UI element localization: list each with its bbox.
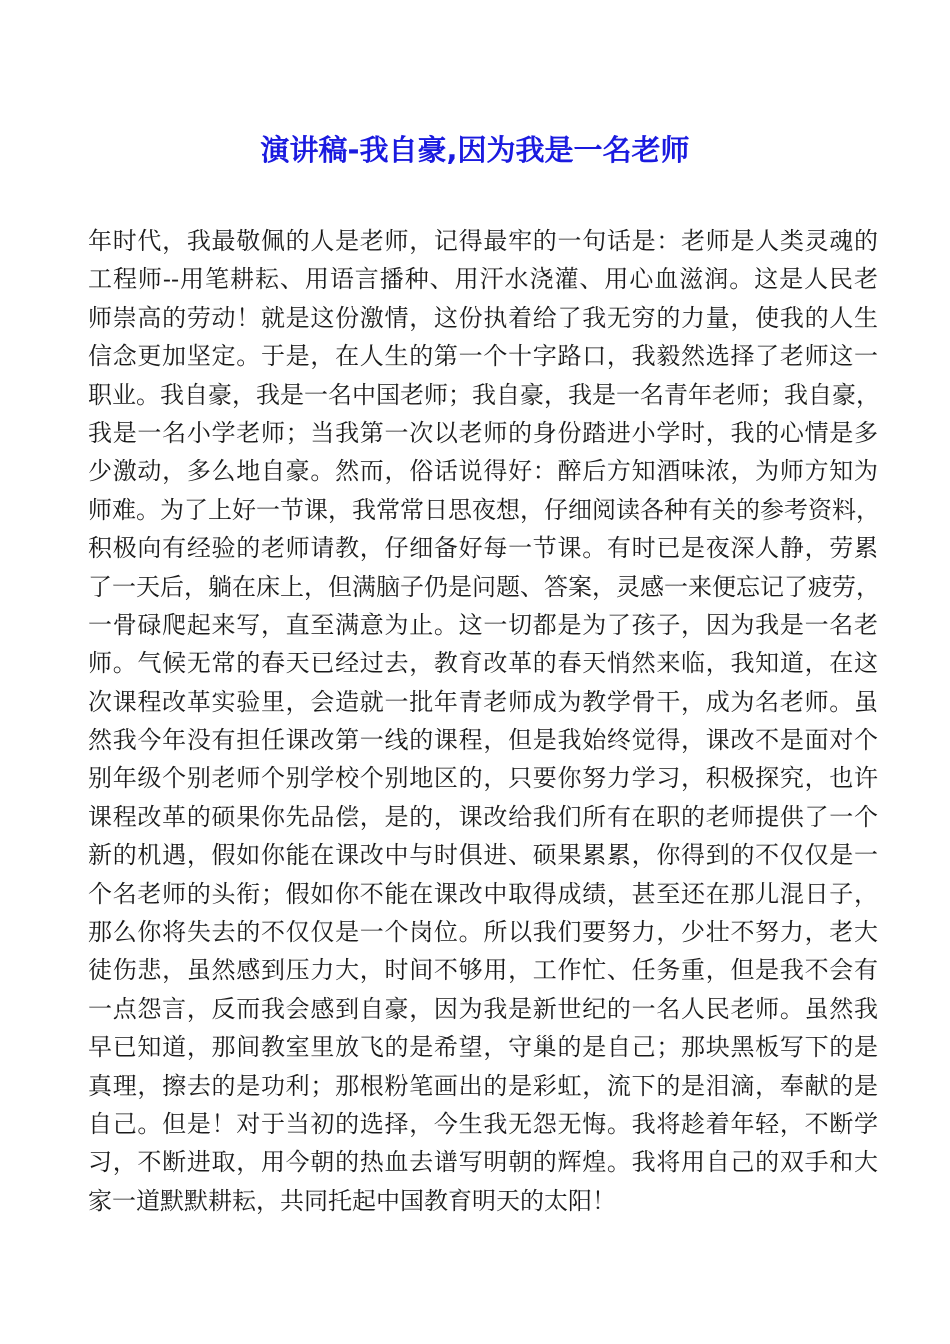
paragraph-line: 次课程改革实验里，会造就一批年青老师成为教学骨干，成为名老师。虽 bbox=[88, 687, 878, 716]
paragraph-line: 新的机遇，假如你能在课改中与时俱进、硕果累累，你得到的不仅仅是一 bbox=[88, 841, 878, 870]
paragraph-line: 真理，擦去的是功利；那根粉笔画出的是彩虹，流下的是泪滴，奉献的是 bbox=[88, 1071, 878, 1100]
paragraph-line: 早已知道，那间教室里放飞的是希望，守巢的是自己；那块黑板写下的是 bbox=[88, 1033, 878, 1062]
paragraph-line: 职业。我自豪，我是一名中国老师；我自豪，我是一名青年老师；我自豪， bbox=[88, 380, 880, 409]
paragraph-line: 年时代，我最敬佩的人是老师，记得最牢的一句话是：老师是人类灵魂的 bbox=[88, 227, 878, 255]
paragraph-line: 我是一名小学老师；当我第一次以老师的身份踏进小学时，我的心情是多 bbox=[88, 418, 878, 447]
paragraph-line: 信念更加坚定。于是，在人生的第一个十字路口，我毅然选择了老师这一 bbox=[88, 342, 878, 371]
paragraph-line: 别年级个别老师个别学校个别地区的，只要你努力学习，积极探究，也许 bbox=[88, 764, 878, 793]
paragraph-line: 一点怨言，反而我会感到自豪，因为我是新世纪的一名人民老师。虽然我 bbox=[88, 994, 878, 1023]
paragraph-line: 课程改革的硕果你先品偿，是的，课改给我们所有在职的老师提供了一个 bbox=[88, 802, 878, 831]
paragraph-line: 自己。但是！对于当初的选择，今生我无怨无悔。我将趁着年轻，不断学 bbox=[88, 1109, 878, 1138]
paragraph-line: 习，不断进取，用今朝的热血去谱写明朝的辉煌。我将用自己的双手和大 bbox=[88, 1148, 878, 1177]
paragraph-line: 一骨碌爬起来写，直至满意为止。这一切都是为了孩子，因为我是一名老 bbox=[88, 610, 878, 639]
paragraph-line: 少激动，多么地自豪。然而，俗话说得好：醉后方知酒味浓，为师方知为 bbox=[88, 457, 878, 486]
paragraph-line: 徒伤悲，虽然感到压力大，时间不够用，工作忙、任务重，但是我不会有 bbox=[88, 956, 878, 985]
paragraph-line: 了一天后，躺在床上，但满脑子仍是问题、答案，灵感一来便忘记了疲劳， bbox=[88, 572, 880, 601]
paragraph-line: 积极向有经验的老师请教，仔细备好每一节课。有时已是夜深人静，劳累 bbox=[88, 534, 878, 563]
paragraph-line: 师崇高的劳动！就是这份激情，这份执着给了我无穷的力量，使我的人生 bbox=[88, 303, 878, 332]
paragraph-line: 师难。为了上好一节课，我常常日思夜想，仔细阅读各种有关的参考资料， bbox=[88, 495, 880, 524]
paragraph-line: 工程师--用笔耕耘、用语言播种、用汗水浇灌、用心血滋润。这是人民老 bbox=[88, 265, 878, 294]
paragraph-line: 那么你将失去的不仅仅是一个岗位。所以我们要努力，少壮不努力，老大 bbox=[88, 918, 878, 947]
paragraph-line: 家一道默默耕耘，共同托起中国教育明天的太阳！ bbox=[88, 1186, 616, 1215]
paragraph-line: 个名老师的头衔；假如你不能在课改中取得成绩，甚至还在那儿混日子， bbox=[88, 879, 878, 908]
paragraph-line: 师。气候无常的春天已经过去，教育改革的春天悄然来临，我知道，在这 bbox=[88, 649, 878, 678]
page-title: 演讲稿-我自豪,因为我是一名老师 bbox=[260, 133, 690, 167]
document-body bbox=[88, 222, 878, 1220]
paragraph-line: 然我今年没有担任课改第一线的课程，但是我始终觉得，课改不是面对个 bbox=[88, 726, 878, 755]
